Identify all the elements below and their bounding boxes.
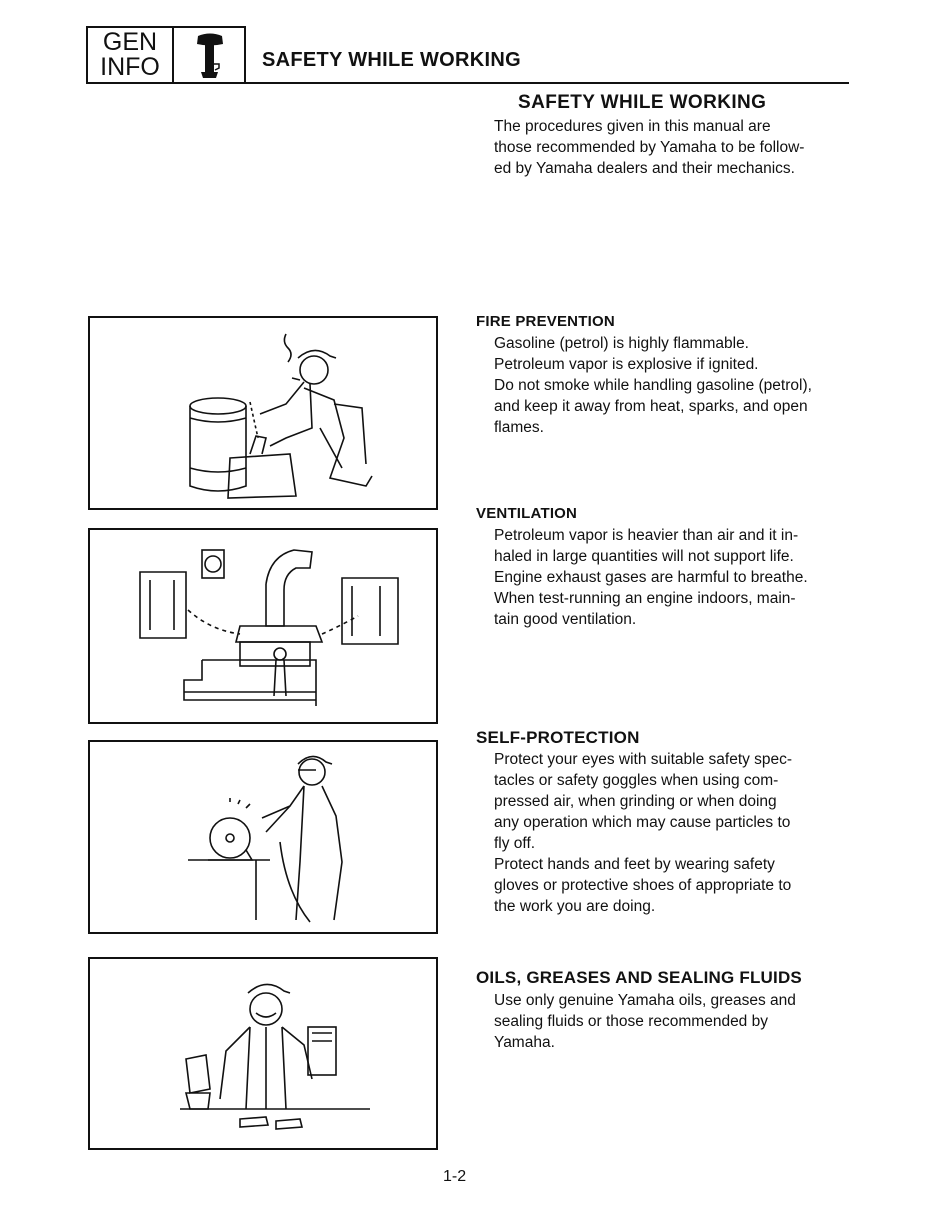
ventilation-paragraph (494, 525, 828, 630)
intro-heading: SAFETY WHILE WORKING (518, 92, 767, 113)
text-line: Use only genuine Yamaha oils, greases and (494, 992, 796, 1009)
text-line: Protect your eyes with suitable safety spec- (494, 751, 793, 768)
text-line: gloves or protective shoes of appropriate to (494, 877, 792, 894)
text-line: fly off. (494, 835, 536, 852)
text-line: Engine exhaust gases are harmful to breathe. (494, 569, 808, 586)
text-line: pressed air, when grinding or when doing (494, 793, 777, 810)
fire-prevention-heading: FIRE PREVENTION (476, 313, 615, 330)
self-protection-paragraph (494, 749, 824, 917)
mechanic-holding-yamaha-oil-illustration (88, 957, 438, 1150)
text-line: ed by Yamaha dealers and their mechanics. (494, 160, 795, 177)
oils-greases-paragraph (494, 990, 824, 1053)
mechanic-pouring-fuel-illustration (88, 316, 438, 510)
fire-prevention-paragraph (494, 333, 828, 438)
text-line: those recommended by Yamaha to be follow- (494, 139, 805, 156)
section-code-box (86, 26, 246, 84)
text-line: sealing fluids or those recommended by (494, 1013, 768, 1030)
page-title: SAFETY WHILE WORKING (262, 49, 521, 71)
text-line: haled in large quantities will not support life. (494, 548, 794, 565)
text-line: Petroleum vapor is explosive if ignited. (494, 356, 759, 373)
text-line: tacles or safety goggles when using com- (494, 772, 779, 789)
ventilated-test-room-illustration (88, 528, 438, 724)
text-line: When test-running an engine indoors, main- (494, 590, 796, 607)
self-protection-heading: SELF-PROTECTION (476, 728, 640, 747)
text-line: The procedures given in this manual are (494, 118, 771, 135)
text-line: the work you are doing. (494, 898, 656, 915)
text-line: Protect hands and feet by wearing safety (494, 856, 775, 873)
section-code-line-1: GEN (102, 28, 158, 56)
section-code (88, 28, 174, 82)
header-rule (246, 82, 849, 84)
text-line: flames. (494, 419, 544, 436)
mechanic-grinding-with-goggles-illustration (88, 740, 438, 934)
text-line: Yamaha. (494, 1034, 555, 1051)
outboard-motor-icon (174, 28, 244, 82)
oils-greases-heading: OILS, GREASES AND SEALING FLUIDS (476, 968, 802, 987)
text-line: Petroleum vapor is heavier than air and it in- (494, 527, 799, 544)
intro-paragraph (494, 116, 824, 179)
ventilation-heading: VENTILATION (476, 505, 578, 522)
page-number: 1-2 (443, 1168, 467, 1185)
text-line: Do not smoke while handling gasoline (petrol), (494, 377, 812, 394)
section-code-line-2: INFO (100, 53, 160, 81)
text-line: tain good ventilation. (494, 611, 637, 628)
text-line: any operation which may cause particles to (494, 814, 791, 831)
text-line: and keep it away from heat, sparks, and open (494, 398, 808, 415)
text-line: Gasoline (petrol) is highly flammable. (494, 335, 749, 352)
